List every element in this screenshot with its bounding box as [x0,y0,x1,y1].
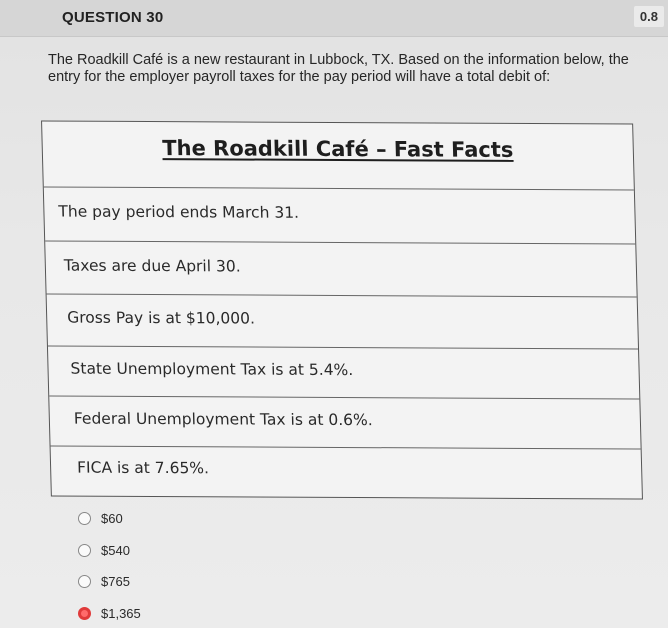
fast-facts-table [41,120,643,499]
table-row [45,241,636,297]
fact-fica: FICA is at 7.65%. [76,458,210,478]
radio-selected-icon[interactable] [78,607,91,620]
table-row [49,396,640,449]
table-row [48,346,639,399]
option-765[interactable] [78,571,130,591]
fact-taxes-due: Taxes are due April 30. [63,256,241,276]
fact-gross-pay: Gross Pay is at $10,000. [66,308,256,328]
fact-state-unemployment: State Unemployment Tax is at 5.4%. [70,359,354,380]
option-label: $1,365 [101,605,141,621]
radio-icon[interactable] [78,575,91,588]
option-label: $765 [101,573,130,589]
table-row [47,294,638,349]
option-label: $540 [101,542,130,558]
option-60[interactable] [78,508,123,528]
table-title-row [42,121,634,190]
option-1365[interactable] [78,603,141,623]
option-540[interactable] [78,540,130,560]
question-text: The Roadkill Café is a new restaurant in Lubbock, TX. Based on the information below, the entry for the employer payroll taxes for the pay period will have a total debit of: [48,52,629,85]
fact-federal-unemployment: Federal Unemployment Tax is at 0.6%. [73,409,373,430]
radio-icon[interactable] [78,512,91,525]
table-title: The Roadkill Café – Fast Facts [161,136,514,162]
radio-icon[interactable] [78,544,91,557]
points-badge: 0.8 [634,6,664,27]
fact-pay-period: The pay period ends March 31. [58,202,300,222]
question-title: QUESTION 30 [62,9,164,26]
table-row [51,446,642,498]
table-row [44,187,635,244]
question-header [0,0,668,37]
option-label: $60 [101,510,123,526]
